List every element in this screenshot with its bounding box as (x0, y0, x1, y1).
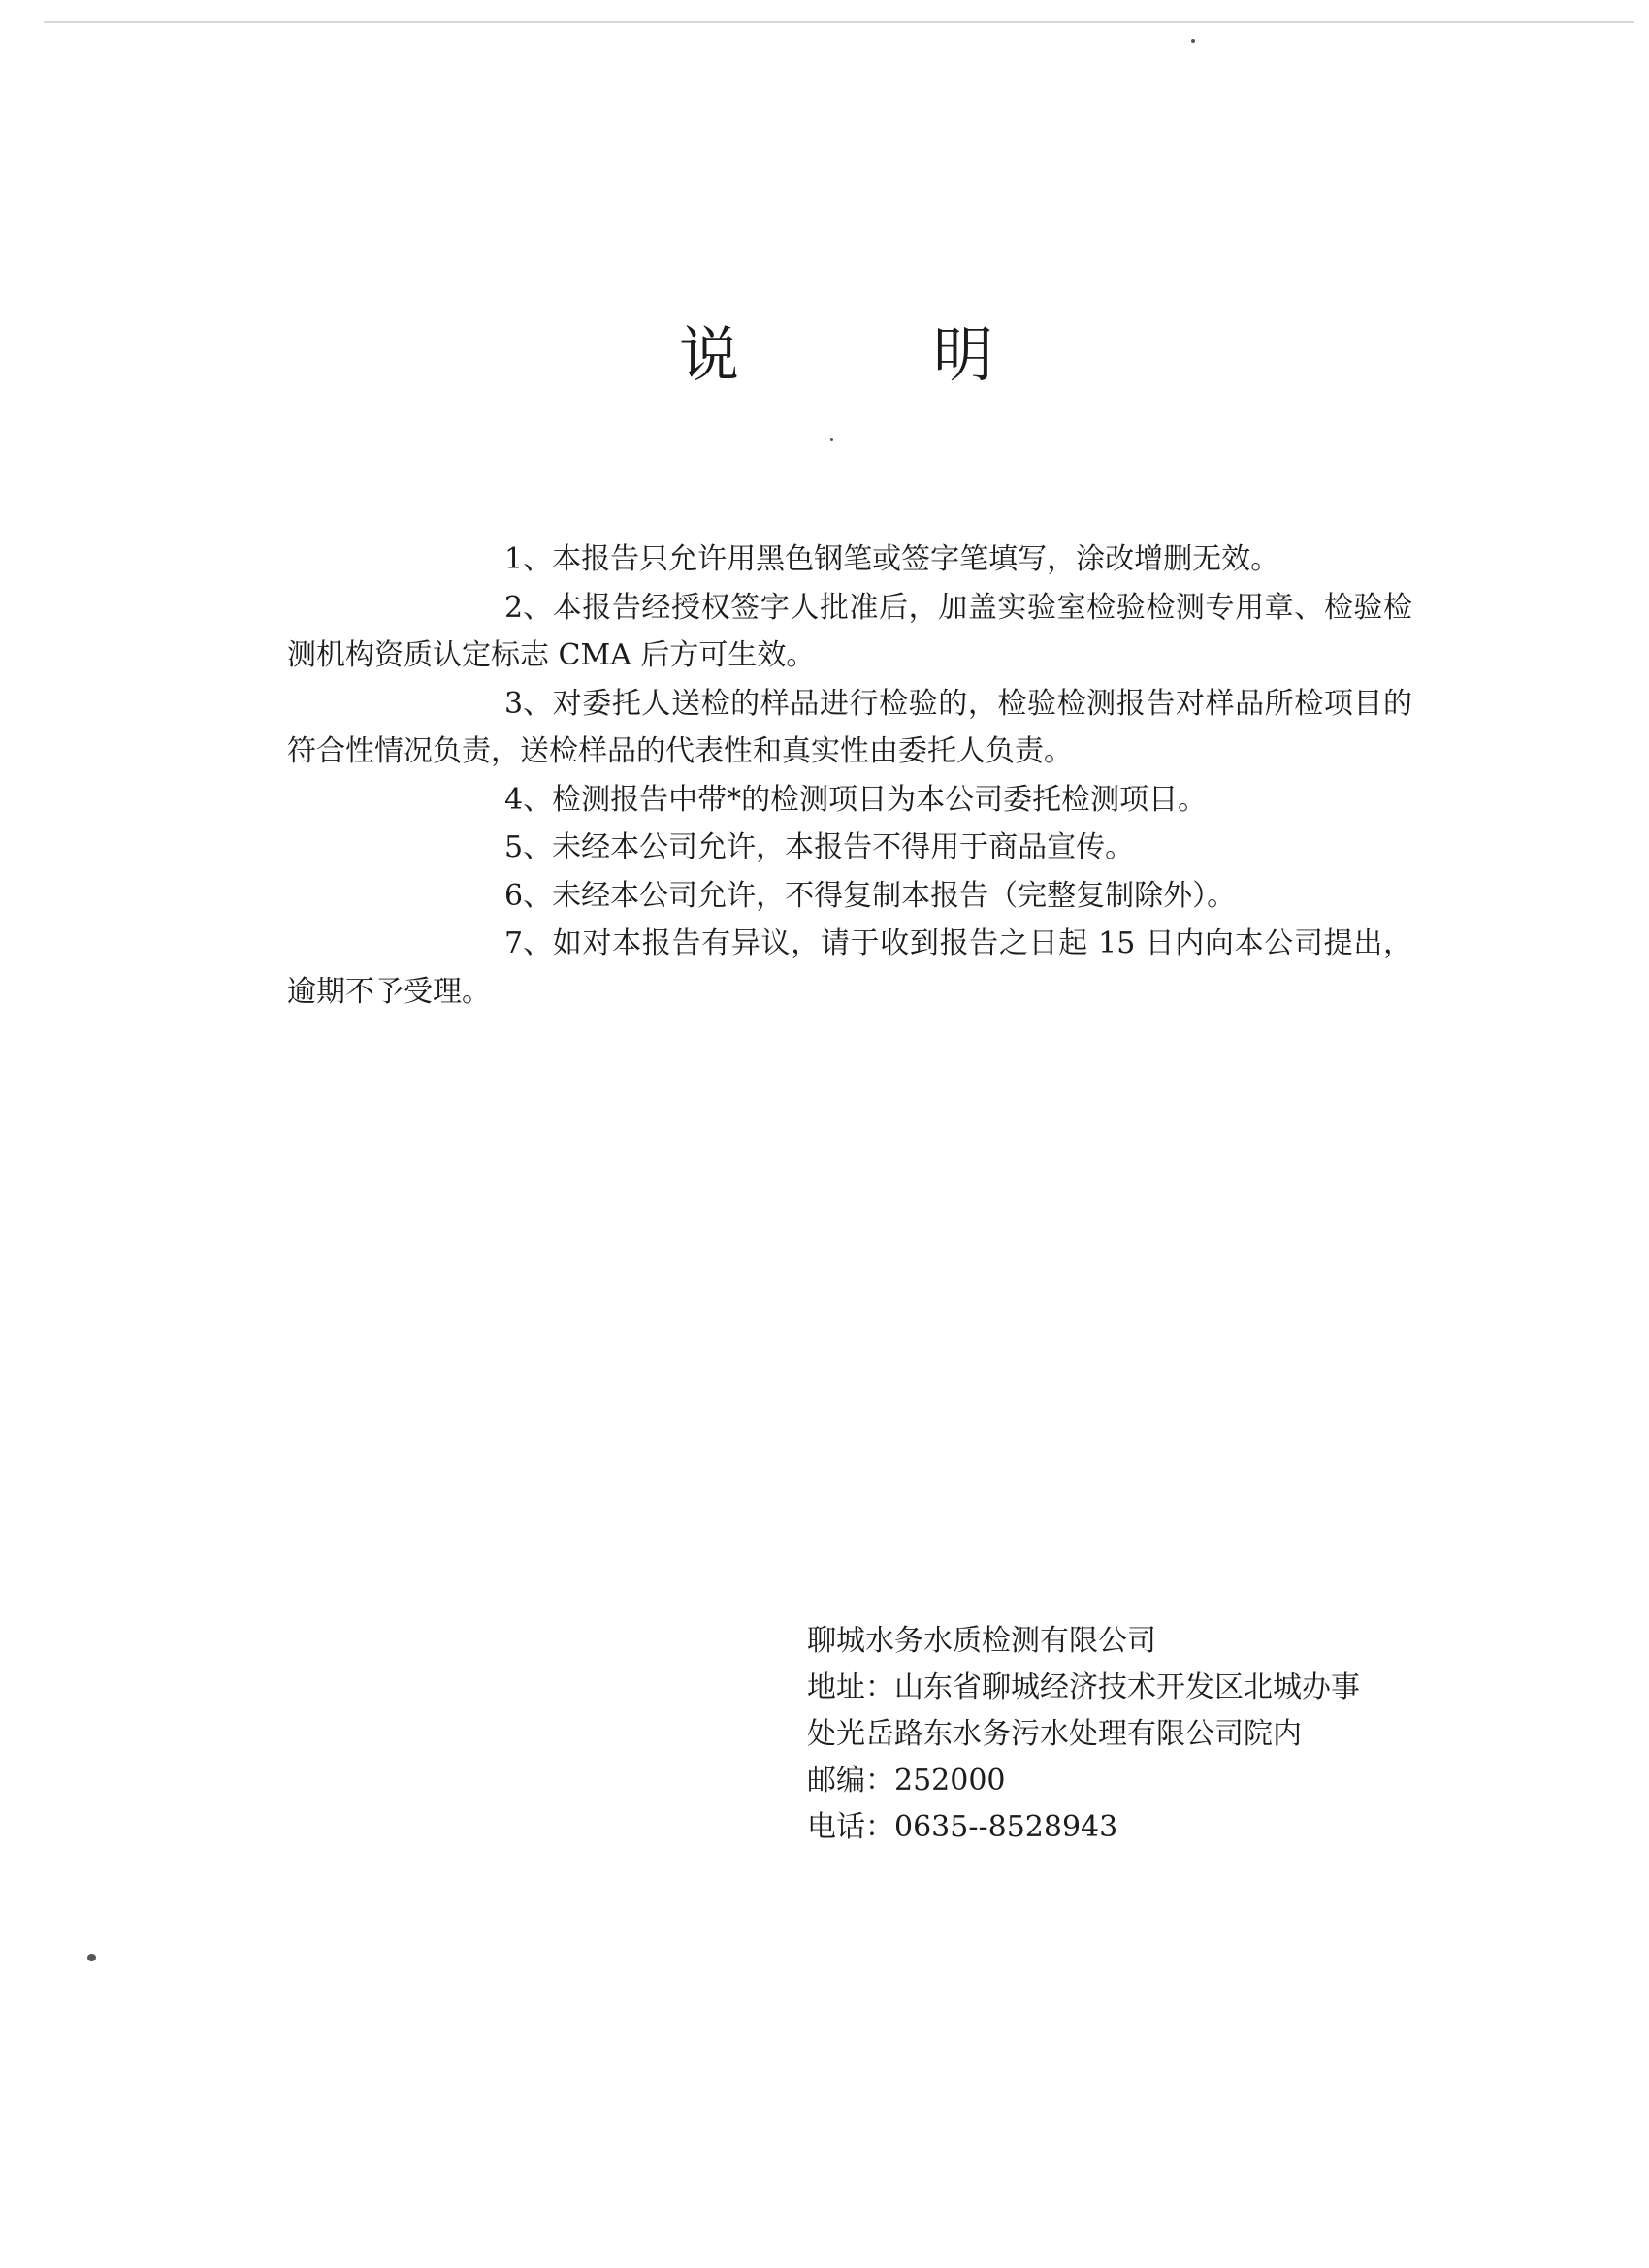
company-address-line-1: 地址：山东省聊城经济技术开发区北城办事 (807, 1670, 1360, 1704)
note-text: 未经本公司允许，本报告不得用于商品宣传。 (552, 830, 1135, 864)
note-number: 1、 (504, 542, 553, 576)
note-number: 2、 (504, 590, 553, 625)
scan-speck (830, 438, 833, 441)
notes-list (287, 535, 1412, 1016)
company-info (807, 1618, 1467, 1851)
note-item (287, 824, 1412, 872)
note-item (287, 776, 1412, 825)
note-number: 7、 (504, 926, 553, 960)
note-text: 本报告经授权签字人批准后，加盖实验室检验检测专用章、检验检测机构资质认定标志 CMA 后方可生效。 (287, 590, 1412, 672)
scan-speck (1191, 39, 1195, 43)
scan-edge-line (44, 21, 1634, 23)
note-number: 3、 (504, 686, 553, 721)
note-item (287, 920, 1412, 1016)
company-phone: 电话：0635--8528943 (807, 1810, 1118, 1844)
scan-speck (87, 1954, 96, 1961)
note-item (287, 872, 1412, 921)
note-item (287, 535, 1412, 584)
title-char-2: 明 (933, 319, 994, 390)
company-name: 聊城水务水质检测有限公司 (807, 1624, 1156, 1658)
note-number: 4、 (504, 782, 553, 817)
note-item (287, 680, 1412, 776)
note-text: 检测报告中带*的检测项目为本公司委托检测项目。 (552, 782, 1208, 817)
note-item (287, 584, 1412, 680)
note-text: 本报告只允许用黑色钢笔或签字笔填写，涂改增删无效。 (552, 542, 1280, 576)
note-text: 对委托人送检的样品进行检验的，检验检测报告对样品所检项目的符合性情况负责，送检样品的代表性和真实性由委托人负责。 (287, 686, 1412, 768)
note-number: 5、 (504, 830, 553, 864)
company-postcode: 邮编：252000 (807, 1764, 1006, 1798)
note-text: 如对本报告有异议，请于收到报告之日起 15 日内向本公司提出，逾期不予受理。 (287, 926, 1412, 1009)
company-address-line-2: 处光岳路东水务污水处理有限公司院内 (807, 1717, 1302, 1751)
note-text: 未经本公司允许，不得复制本报告（完整复制除外）。 (552, 878, 1237, 913)
note-number: 6、 (504, 878, 553, 913)
title-char-1: 说 (679, 319, 740, 390)
